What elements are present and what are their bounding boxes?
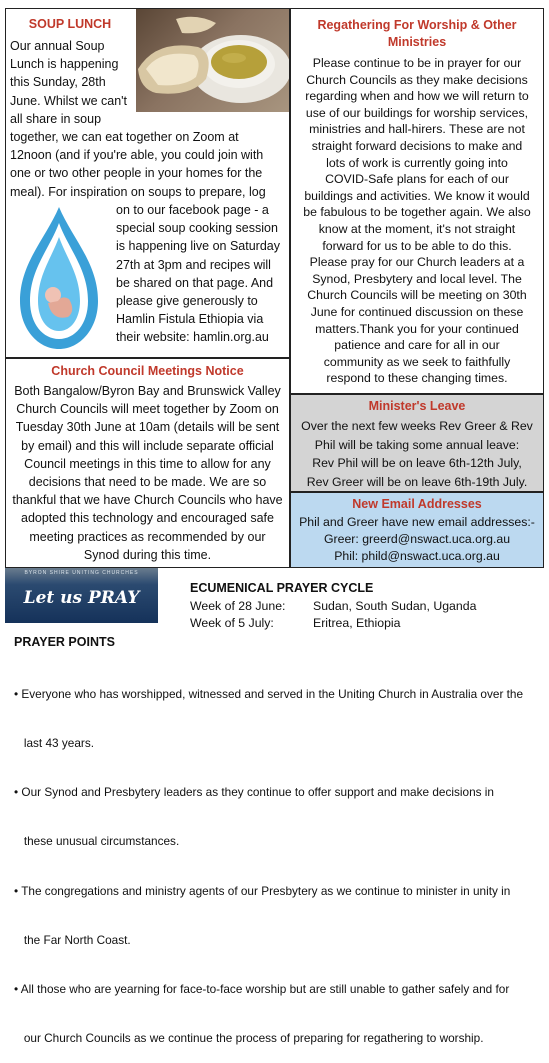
prayer-point-line: these unusual circumstances. (14, 834, 180, 849)
prayer-point-line: • The congregations and ministry agents of our Presbytery as we continue to minister in unity in (14, 883, 511, 898)
text-line: ministries and hall-hirers. These are not (309, 122, 525, 137)
text-line: Over the next few weeks Rev Greer & Rev (301, 419, 533, 433)
regathering-text (291, 55, 543, 387)
ecumenical-row (190, 615, 530, 632)
text-line: straight forward decisions to make and (311, 138, 523, 153)
text-line: special soup cooking session (116, 221, 278, 236)
text-line: meeting practices as recommended by our (29, 529, 266, 544)
text-line: patience and care for all in our (334, 338, 500, 353)
text-line: all share in soup (10, 111, 102, 126)
text-line: Phil and Greer have new email addresses:- (299, 515, 535, 529)
church-council-text (6, 382, 289, 564)
text-line: together, we can eat together on Zoom at (10, 130, 239, 144)
title-line: Regathering For Worship & Other (317, 18, 517, 32)
ecumenical-places: Eritrea, Ethiopia (313, 616, 401, 630)
ministers-leave-text (291, 417, 543, 491)
text-line: Please continue to be in prayer for our (312, 56, 522, 70)
text-line: 27th at 3pm and recipes will (116, 257, 271, 272)
ecumenical-title: ECUMENICAL PRAYER CYCLE (190, 581, 374, 595)
text-line: decisions that need to be made. We are so (28, 475, 267, 490)
text-line: forward for us to be able to do this. (322, 238, 512, 253)
text-line: one or two other people in your homes for the (10, 166, 263, 181)
text-line: June. Whilst we can't (10, 93, 128, 108)
soup-text-b (10, 128, 288, 201)
text-line: COVID-Safe plans for each of our (325, 172, 509, 187)
soup-text-a (10, 37, 135, 128)
ecumenical-places: Sudan, South Sudan, Uganda (313, 599, 477, 613)
prayer-points-list (14, 653, 539, 1063)
prayer-point-line: • Everyone who has worshipped, witnessed and served in the Uniting Church in Australia over the (14, 686, 524, 701)
banner-big-text: Let us PRAY (23, 588, 140, 608)
church-council-title: Church Council Meetings Notice (51, 364, 244, 378)
text-line: regarding when and how we will return to (305, 89, 529, 104)
text-line: Lunch is happening (10, 57, 119, 72)
text-line: thankful that we have Church Councils who have (12, 493, 283, 508)
prayer-points-title: PRAYER POINTS (14, 635, 115, 649)
ecumenical-row (190, 598, 530, 615)
prayer-point-line: • All those who are yearning for face-to-face worship but are still unable to gather safely and for (14, 982, 510, 997)
text-line: Hamlin Fistula Ethiopia via (116, 312, 264, 327)
text-line: this Sunday, 28th (10, 75, 106, 90)
text-line: 12noon (and if you're able, you could join with (10, 148, 264, 163)
prayer-point-line: last 43 years. (14, 736, 94, 751)
email-greer: Greer: greerd@nswact.uca.org.au (323, 532, 511, 546)
text-line: community as we seek to faithfully (323, 354, 511, 369)
text-line: buildings and activities. We know it would (304, 188, 530, 203)
text-line: Our annual Soup (10, 39, 105, 53)
text-line: is happening live on Saturday (116, 239, 281, 254)
text-line: June for continued discussion on these (310, 304, 524, 319)
banner-small-text: BYRON SHIRE UNITING CHURCHES (24, 570, 139, 576)
text-line: respond to these changing times. (326, 371, 508, 386)
text-line: be shared on that page. And (116, 275, 274, 290)
text-line: meal). For inspiration on soups to prepare, log (10, 184, 266, 199)
text-line: their website: hamlin.org.au (116, 330, 269, 345)
ministers-leave-title: Minister's Leave (368, 399, 466, 413)
text-line: matters.Thank you for your continued (315, 321, 519, 336)
soup-text-c (116, 201, 288, 347)
soup-lunch-title: SOUP LUNCH (28, 17, 112, 31)
hamlin-logo (6, 203, 112, 355)
text-line: Church Councils will be meeting on 30th (307, 288, 527, 303)
text-line: Council meetings in this time to allow for any (24, 456, 271, 471)
soup-bowl-photo (136, 9, 289, 112)
text-line: know at the moment, it's not straight (318, 221, 516, 236)
text-line: adopted this technology and encouraged safe (21, 511, 274, 526)
email-title: New Email Addresses (352, 497, 482, 511)
title-line: Ministries (387, 35, 447, 49)
text-line: Church Councils will meet together by Zoom on (16, 402, 279, 417)
text-line: be fabulous to be together again. We also (303, 205, 531, 220)
email-text (291, 514, 543, 565)
ecumenical-week: Week of 5 July: (190, 616, 274, 630)
prayer-point-line: • Our Synod and Presbytery leaders as they continue to offer support and make decisions in (14, 785, 494, 800)
email-phil: Phil: phild@nswact.uca.org.au (334, 549, 500, 563)
text-line: Synod during this time. (83, 547, 212, 562)
text-line: please give generously to (116, 294, 258, 309)
text-line: on to our facebook page - a (116, 203, 269, 217)
text-line: Please pray for our Church leaders at a (309, 255, 525, 270)
text-line: Rev Phil will be on leave 6th-12th July, (312, 456, 522, 470)
text-line: Both Bangalow/Byron Bay and Brunswick Valley (14, 384, 281, 398)
text-line: use of our buildings for worship services, (305, 105, 529, 120)
text-line: Tuesday 30th June at 10am (details will be sent (15, 420, 280, 435)
ecumenical-week: Week of 28 June: (190, 599, 286, 613)
text-line: by email) and this will include separate official (21, 438, 274, 453)
text-line: Phil will be taking some annual leave: (314, 437, 520, 452)
text-line: Church Councils as they make decisions (306, 72, 528, 87)
text-line: lots of work is currently going into (326, 155, 508, 170)
regathering-title (292, 17, 542, 51)
text-line: Synod, Presbytery and local level. The (312, 271, 522, 286)
let-us-pray-banner (5, 568, 158, 623)
prayer-point-line: the Far North Coast. (14, 932, 131, 947)
text-line: Rev Greer will be on leave 6th-19th July. (306, 474, 528, 489)
prayer-point-line: our Church Councils as we continue the process of preparing for regathering to worship. (14, 1031, 484, 1046)
